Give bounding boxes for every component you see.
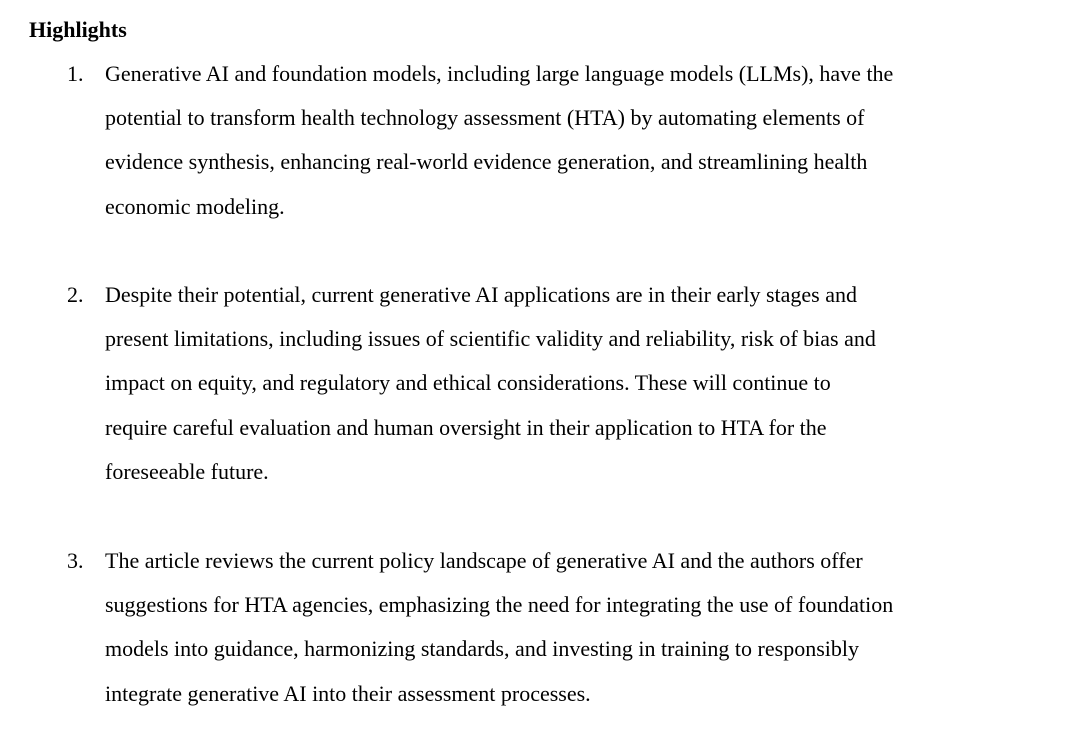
highlight-text	[105, 273, 1045, 494]
highlight-number: 3.	[67, 548, 84, 573]
highlight-text	[105, 52, 1045, 229]
text-line: potential to transform health technology assessment (HTA) by automating elements of	[105, 105, 865, 131]
text-line: integrate generative AI into their assessment processes.	[105, 680, 591, 706]
text-line: Generative AI and foundation models, including large language models (LLMs), have the	[105, 61, 894, 86]
text-line: The article reviews the current policy landscape of generative AI and the authors offer	[105, 548, 863, 573]
text-line: foreseeable future.	[105, 458, 269, 484]
text-line: evidence synthesis, enhancing real-world evidence generation, and streamlining health	[105, 149, 868, 175]
highlights-heading: Highlights	[29, 17, 127, 42]
text-line: Despite their potential, current generative AI applications are in their early stages and	[105, 282, 857, 307]
text-line: require careful evaluation and human oversight in their application to HTA for the	[105, 414, 827, 440]
text-line: models into guidance, harmonizing standards, and investing in training to responsibly	[105, 636, 859, 662]
text-line: economic modeling.	[105, 193, 285, 219]
highlight-number: 1.	[67, 61, 84, 86]
text-line: suggestions for HTA agencies, emphasizing the need for integrating the use of foundation	[105, 592, 894, 618]
text-line: present limitations, including issues of scientific validity and reliability, risk of bias and	[105, 326, 876, 352]
highlight-text	[105, 539, 1045, 716]
highlight-number: 2.	[67, 282, 84, 307]
text-line: impact on equity, and regulatory and ethical considerations. These will continue to	[105, 370, 831, 396]
